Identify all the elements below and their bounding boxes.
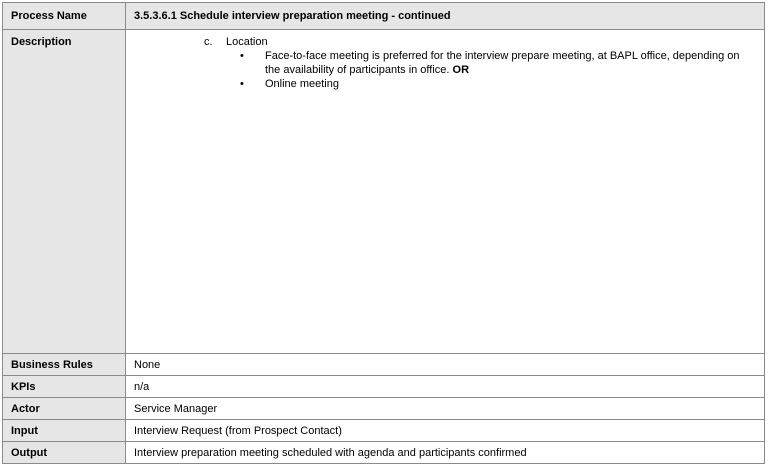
location-heading: Location: [226, 36, 268, 48]
kpis-value: n/a: [126, 376, 765, 398]
input-row: [3, 420, 765, 442]
description-label: Description: [3, 30, 126, 354]
bullet-icon: •: [240, 50, 244, 62]
kpis-row: [3, 376, 765, 398]
description-row: [3, 30, 765, 354]
output-label: Output: [3, 442, 126, 464]
output-row: [3, 442, 765, 464]
bullet-text: Face-to-face meeting is preferred for the interview prepare meeting, at BAPL office, depending on the availability of participants in office.: [265, 50, 740, 76]
description-content: [134, 35, 756, 91]
business-rules-row: [3, 354, 765, 376]
actor-row: [3, 398, 765, 420]
location-heading-line: [134, 35, 756, 49]
location-options-list: [134, 49, 756, 91]
list-item: [134, 49, 756, 77]
process-name-row: [3, 3, 765, 30]
bullet-text: Online meeting: [265, 78, 339, 90]
process-table: [2, 2, 765, 464]
actor-label: Actor: [3, 398, 126, 420]
input-label: Input: [3, 420, 126, 442]
kpis-label: KPIs: [3, 376, 126, 398]
list-marker: c.: [204, 36, 213, 48]
actor-value: Service Manager: [126, 398, 765, 420]
process-name-value: 3.5.3.6.1 Schedule interview preparation meeting - continued: [126, 3, 765, 30]
bullet-emphasis: OR: [452, 64, 470, 76]
output-value: Interview preparation meeting scheduled with agenda and participants confirmed: [126, 442, 765, 464]
description-cell: [126, 30, 765, 354]
business-rules-value: None: [126, 354, 765, 376]
process-name-label: Process Name: [3, 3, 126, 30]
input-value: Interview Request (from Prospect Contact): [126, 420, 765, 442]
list-item: [134, 77, 756, 91]
bullet-icon: •: [240, 78, 244, 90]
business-rules-label: Business Rules: [3, 354, 126, 376]
